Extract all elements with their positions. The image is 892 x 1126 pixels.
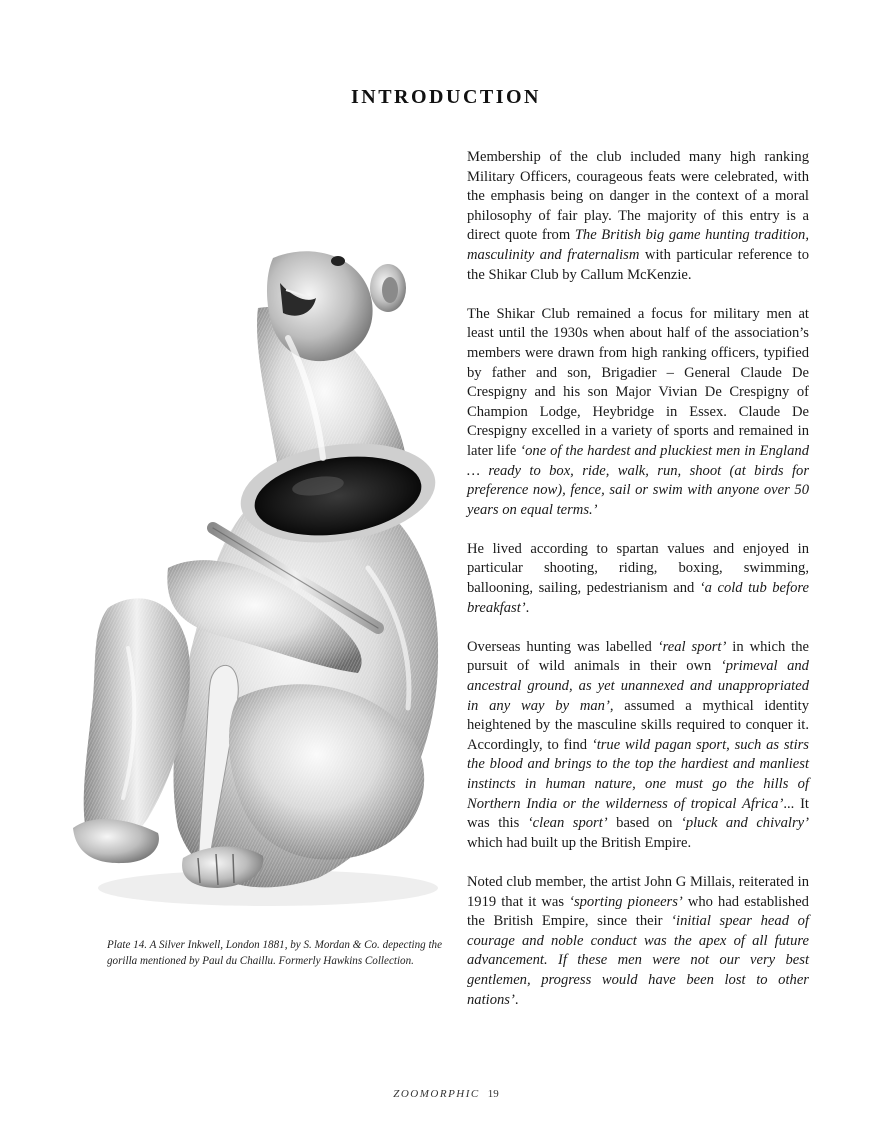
page-title: INTRODUCTION (350, 86, 542, 108)
body-text-column (467, 148, 809, 1030)
figure-caption: Plate 14. A Silver Inkwell, London 1881, by S. Mordan & Co. depecting the gorilla mentioned by Paul du Chaillu. Formerly Hawkins Collection. (107, 939, 443, 967)
page-number: 19 (487, 1088, 499, 1100)
silver-gorilla-inkwell-illustration (68, 228, 450, 928)
paragraph-shikar-club: The Shikar Club remained a focus for military men at least until the 1930s when about half of the association’s members were drawn from high ranking officers, typified by father and son, Brigadier – General Claude De Crespigny and his son Major Vivian De Crespigny of Champion Lodge, Heybridge in Essex. Claude De Crespigny excelled in a variety of sports and remained in later life ‘one of the hardest and pluckiest men in England … ready to box, ride, walk, run, shoot (at birds for preference now), fence, sail or swim with anyone over 50 years on equal terms.’ (467, 305, 809, 518)
paragraph-overseas-hunting: Overseas hunting was labelled ‘real sport’ in which the pursuit of wild animals in their own ‘primeval and ancestral ground, as yet unannexed and unappropriated in any way by man’, assumed a mythical identity heightened by the masculine skills required to conquer it. Accordingly, to find ‘true wild pagan sport, such as stirs the blood and brings to the top the hardiest and manliest instincts in human nature, one must go the hills of Northern India or the wilderness of tropical Africa’... It was this ‘clean sport’ based on ‘pluck and chivalry’ which had built up the British Empire. (467, 638, 810, 851)
paragraph-membership: Membership of the club included many high ranking Military Officers, courageous feats were celebrated, with the emphasis being on danger in the context of a moral philosophy of fair play. The majority of this entry is a direct quote from The British big game hunting tradition, masculinity and fraternalism with particular reference to the Shikar Club by Callum McKenzie. (467, 149, 810, 283)
paragraph-millais: Noted club member, the artist John G Millais, reiterated in 1919 that it was ‘sporting pioneers’ who had established the British Empire, since their ‘initial spear head of courage and noble conduct was the apex of all future advancement. If these men were not our very best gentlemen, progress would have been lost to other nations’. (467, 873, 810, 1008)
running-title: ZOOMORPHIC (393, 1088, 480, 1100)
plate-14-photograph (68, 228, 450, 928)
paragraph-spartan-values: He lived according to spartan values and enjoyed in particular shooting, riding, boxing, swimming, ballooning, sailing, pedestrianism and ‘a cold tub before breakfast’. (467, 540, 809, 616)
page-footer (0, 1088, 892, 1100)
